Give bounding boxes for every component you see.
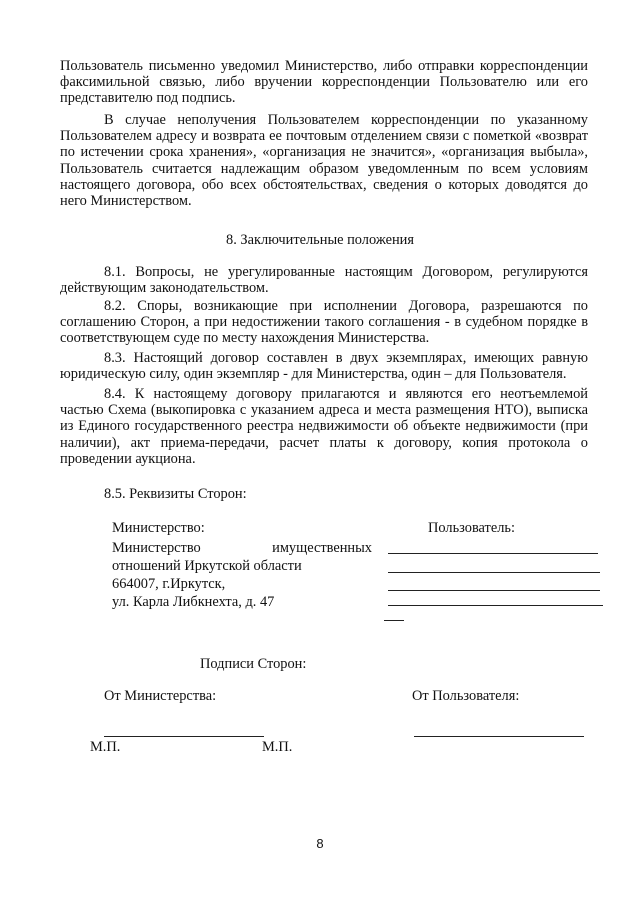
- paragraph-notification: Пользователь письменно уведомил Министерство, либо отправки корреспонденции факсимильной связью, либо вручении корреспонденции Пользователю или его представителю под подпись.: [60, 58, 588, 107]
- ministry-name-line2: отношений Иркутской области: [112, 558, 302, 574]
- user-requisites-blank-3: [388, 590, 600, 591]
- clause-8-1: 8.1. Вопросы, не урегулированные настоящим Договором, регулируются действующим законодательством.: [60, 264, 588, 297]
- user-requisites-blank-1: [388, 553, 598, 554]
- paragraph-nonreceipt: В случае неполучения Пользователем корреспонденции по указанному Пользователем адресу и возврата ее почтовым отделением связи с пометкой «возврат по истечении срока хранения», «организация не значится», «организация выбыла», Пользователь считается надлежащим образом уведомленным по всем условиям настоящего договора, обо всех обстоятельствах, сведения о которых доводятся до него Министерством.: [60, 112, 588, 210]
- clause-8-3: 8.3. Настоящий договор составлен в двух экземплярах, имеющих равную юридическую силу, один экземпляр - для Министерства, один – для Пользователя.: [60, 350, 588, 383]
- user-requisites-blank-5: [384, 620, 404, 621]
- signatures-title: Подписи Сторон:: [200, 656, 307, 672]
- user-label: Пользователь:: [428, 520, 515, 536]
- user-requisites-blank-2: [388, 572, 600, 573]
- ministry-word-1: Министерство: [112, 540, 201, 556]
- from-ministry-label: От Министерства:: [104, 688, 217, 704]
- ministry-name-line1: [112, 540, 372, 557]
- user-signature-line: [414, 736, 584, 737]
- from-user-label: От Пользователя:: [412, 688, 520, 704]
- user-requisites-blank-4: [388, 605, 603, 606]
- ministry-label: Министерство:: [112, 520, 205, 536]
- stamp-placeholder-user: М.П.: [262, 739, 293, 755]
- ministry-address-line2: ул. Карла Либкнехта, д. 47: [112, 594, 275, 610]
- section-heading: 8. Заключительные положения: [226, 232, 414, 248]
- ministry-signature-line: [104, 736, 264, 737]
- page-number: 8: [316, 836, 324, 851]
- clause-8-2: 8.2. Споры, возникающие при исполнении Договора, разрешаются по соглашению Сторон, а при недостижении такого соглашения - в судебном порядке в соответствующем суде по месту нахождения Министерства.: [60, 298, 588, 347]
- ministry-address-line1: 664007, г.Иркутск,: [112, 576, 226, 592]
- clause-8-5: 8.5. Реквизиты Сторон:: [104, 486, 247, 502]
- clause-8-4: 8.4. К настоящему договору прилагаются и являются его неотъемлемой частью Схема (выкопировка с указанием адреса и места размещения НТО), выписка из Единого государственного реестра недвижимости об объекте недвижимости (при наличии), акт приема-передачи, расчет платы к договору, копия протокола о проведении аукциона.: [60, 386, 588, 467]
- ministry-word-2: имущественных: [272, 540, 372, 556]
- stamp-placeholder-ministry: М.П.: [90, 739, 121, 755]
